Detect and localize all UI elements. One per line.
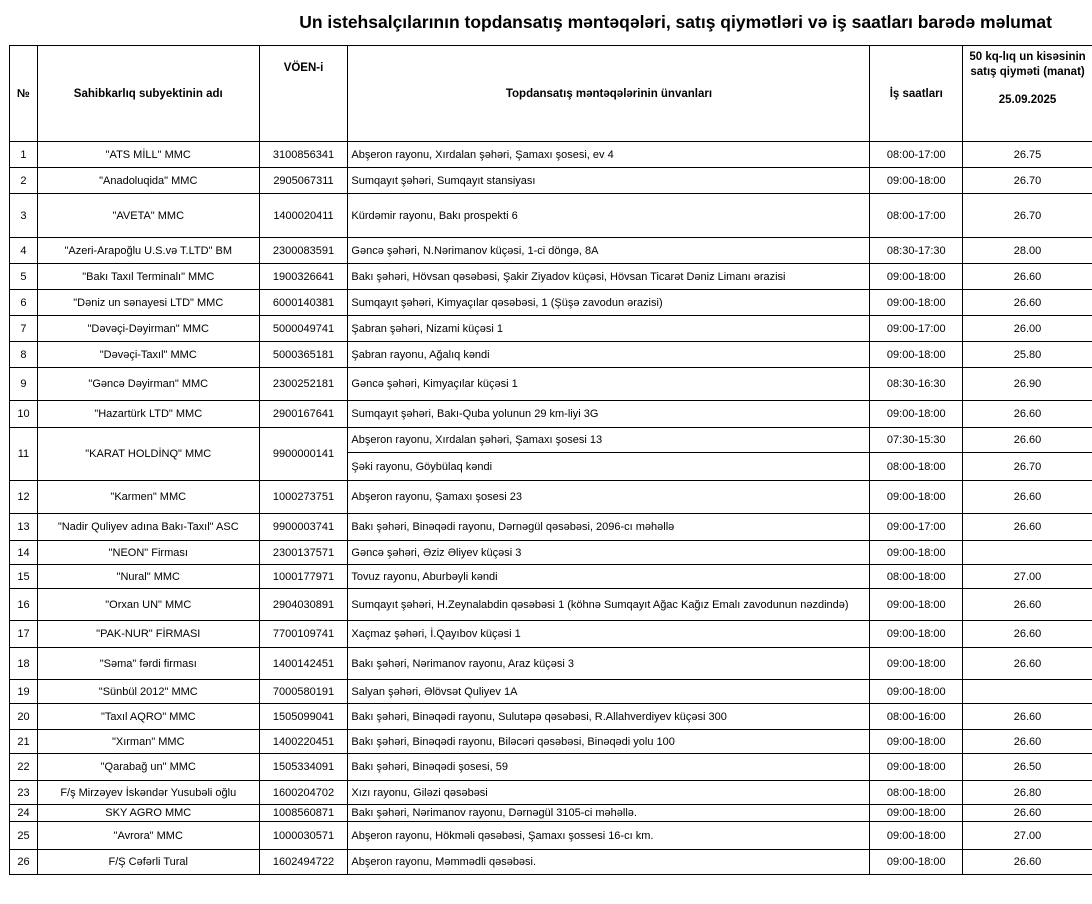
price-cell: 26.60: [963, 704, 1092, 730]
company-name: "Sünbül 2012" MMC: [37, 680, 259, 704]
hours-cell: 09:00-18:00: [870, 342, 963, 368]
voen-cell: 1505334091: [259, 754, 348, 781]
price-cell: 26.70: [963, 453, 1092, 481]
voen-cell: 1900326641: [259, 264, 348, 290]
row-number: 17: [10, 621, 38, 648]
price-cell: 26.75: [963, 142, 1092, 168]
price-cell: 26.60: [963, 428, 1092, 453]
table-row: [10, 142, 1092, 168]
voen-cell: 1400020411: [259, 194, 348, 238]
hours-cell: 09:00-18:00: [870, 648, 963, 680]
hours-cell: 09:00-18:00: [870, 541, 963, 565]
price-cell: 28.00: [963, 238, 1092, 264]
company-name: "Qarabağ un" MMC: [37, 754, 259, 781]
hours-cell: 09:00-17:00: [870, 316, 963, 342]
hours-cell: 09:00-18:00: [870, 822, 963, 850]
voen-cell: 1600204702: [259, 781, 348, 805]
price-cell: 26.60: [963, 401, 1092, 428]
voen-cell: 1008560871: [259, 805, 348, 822]
table-row: [10, 589, 1092, 621]
company-name: "Avrora" MMC: [37, 822, 259, 850]
row-number: 14: [10, 541, 38, 565]
row-number: 3: [10, 194, 38, 238]
company-name: "Anadoluqida" MMC: [37, 168, 259, 194]
address-cell: Bakı şəhəri, Binəqədi rayonu, Biləcəri qəsəbəsi, Binəqədi yolu 100: [348, 730, 870, 754]
address-cell: Abşeron rayonu, Məmmədli qəsəbəsi.: [348, 850, 870, 875]
voen-cell: 9900000141: [259, 428, 348, 481]
row-number: 6: [10, 290, 38, 316]
header-no: №: [10, 46, 38, 142]
row-number: 11: [10, 428, 38, 481]
price-cell: 27.00: [963, 565, 1092, 589]
hours-cell: 08:00-16:00: [870, 704, 963, 730]
voen-cell: 1400220451: [259, 730, 348, 754]
row-number: 24: [10, 805, 38, 822]
row-number: 12: [10, 481, 38, 514]
table-row: [10, 316, 1092, 342]
hours-cell: 08:00-18:00: [870, 453, 963, 481]
company-name: "Bakı Taxıl Terminalı" MMC: [37, 264, 259, 290]
price-cell: 26.60: [963, 589, 1092, 621]
voen-cell: 1000177971: [259, 565, 348, 589]
company-name: "Dəvəçi-Taxıl" MMC: [37, 342, 259, 368]
company-name: "Hazartürk LTD" MMC: [37, 401, 259, 428]
hours-cell: 08:00-18:00: [870, 781, 963, 805]
company-name: "Orxan UN" MMC: [37, 589, 259, 621]
table-row: [10, 648, 1092, 680]
voen-cell: 1000273751: [259, 481, 348, 514]
voen-cell: 7000580191: [259, 680, 348, 704]
table-row: [10, 541, 1092, 565]
company-name: "AVETA" MMC: [37, 194, 259, 238]
table-row: [10, 481, 1092, 514]
row-number: 19: [10, 680, 38, 704]
voen-cell: 1000030571: [259, 822, 348, 850]
row-number: 8: [10, 342, 38, 368]
price-cell: 26.80: [963, 781, 1092, 805]
address-cell: Şabran rayonu, Ağalıq kəndi: [348, 342, 870, 368]
voen-cell: 7700109741: [259, 621, 348, 648]
table-row: [10, 730, 1092, 754]
hours-cell: 09:00-18:00: [870, 264, 963, 290]
row-number: 25: [10, 822, 38, 850]
address-cell: Tovuz rayonu, Aburbəyli kəndi: [348, 565, 870, 589]
hours-cell: 09:00-18:00: [870, 680, 963, 704]
company-name: "Azeri-Arapoğlu U.S.və T.LTD" BM: [37, 238, 259, 264]
hours-cell: 09:00-18:00: [870, 805, 963, 822]
voen-cell: 3100856341: [259, 142, 348, 168]
address-cell: Bakı şəhəri, Binəqədi rayonu, Sulutəpə qəsəbəsi, R.Allahverdiyev küçəsi 300: [348, 704, 870, 730]
address-cell: Gəncə şəhəri, Əziz Əliyev küçəsi 3: [348, 541, 870, 565]
hours-cell: 09:00-18:00: [870, 168, 963, 194]
table-row: [10, 368, 1092, 401]
table-row: [10, 264, 1092, 290]
price-cell: 27.00: [963, 822, 1092, 850]
address-cell: Kürdəmir rayonu, Bakı prospekti 6: [348, 194, 870, 238]
header-row: [10, 46, 1092, 142]
table-row: [10, 168, 1092, 194]
company-name: "Nural" MMC: [37, 565, 259, 589]
address-cell: Sumqayıt şəhəri, Sumqayıt stansiyası: [348, 168, 870, 194]
voen-cell: 2905067311: [259, 168, 348, 194]
voen-cell: 2300137571: [259, 541, 348, 565]
header-address: Topdansatış məntəqələrinin ünvanları: [348, 46, 870, 142]
table-row: [10, 781, 1092, 805]
row-number: 4: [10, 238, 38, 264]
address-cell: Bakı şəhəri, Hövsan qəsəbəsi, Şakir Ziyadov küçəsi, Hövsan Ticarət Dəniz Limanı ərazisi: [348, 264, 870, 290]
voen-cell: 2300252181: [259, 368, 348, 401]
header-voen-label: VÖEN-i: [283, 62, 324, 74]
voen-cell: 9900003741: [259, 514, 348, 541]
company-name: "PAK-NUR" FİRMASI: [37, 621, 259, 648]
producers-table: [9, 45, 1092, 875]
row-number: 7: [10, 316, 38, 342]
address-cell: Sumqayıt şəhəri, Kimyaçılar qəsəbəsi, 1 (Şüşə zavodun ərazisi): [348, 290, 870, 316]
price-cell: 26.60: [963, 850, 1092, 875]
company-name: "ATS MİLL" MMC: [37, 142, 259, 168]
hours-cell: 09:00-18:00: [870, 850, 963, 875]
company-name: "KARAT HOLDİNQ" MMC: [37, 428, 259, 481]
company-name: "NEON" Firması: [37, 541, 259, 565]
row-number: 23: [10, 781, 38, 805]
table-row: [10, 754, 1092, 781]
row-number: 20: [10, 704, 38, 730]
hours-cell: 09:00-18:00: [870, 754, 963, 781]
address-cell: Gəncə şəhəri, Kimyaçılar küçəsi 1: [348, 368, 870, 401]
hours-cell: 09:00-17:00: [870, 514, 963, 541]
row-number: 22: [10, 754, 38, 781]
price-cell: 26.60: [963, 730, 1092, 754]
header-price-date: 25.09.2025: [998, 94, 1057, 106]
address-cell: Şəki rayonu, Göybülaq kəndi: [348, 453, 870, 481]
company-name: "Gəncə Dəyirman" MMC: [37, 368, 259, 401]
address-cell: Şabran şəhəri, Nizami küçəsi 1: [348, 316, 870, 342]
address-cell: Bakı şəhəri, Nərimanov rayonu, Araz küçəsi 3: [348, 648, 870, 680]
company-name: F/ş Mirzəyev İskəndər Yusubəli oğlu: [37, 781, 259, 805]
voen-cell: 1602494722: [259, 850, 348, 875]
company-name: "Taxıl AQRO" MMC: [37, 704, 259, 730]
hours-cell: 09:00-18:00: [870, 290, 963, 316]
table-row: [10, 428, 1092, 453]
price-cell: 26.90: [963, 368, 1092, 401]
hours-cell: 08:30-16:30: [870, 368, 963, 401]
address-cell: Abşeron rayonu, Xırdalan şəhəri, Şamaxı şosesi 13: [348, 428, 870, 453]
table-row: [10, 194, 1092, 238]
row-number: 13: [10, 514, 38, 541]
address-cell: Xızı rayonu, Giləzi qəsəbəsi: [348, 781, 870, 805]
voen-cell: 2904030891: [259, 589, 348, 621]
hours-cell: 07:30-15:30: [870, 428, 963, 453]
voen-cell: 6000140381: [259, 290, 348, 316]
price-cell: 26.50: [963, 754, 1092, 781]
price-cell: 26.60: [963, 805, 1092, 822]
table-row: [10, 238, 1092, 264]
company-name: "Dəniz un sənayesi LTD" MMC: [37, 290, 259, 316]
company-name: "Xırman" MMC: [37, 730, 259, 754]
row-number: 2: [10, 168, 38, 194]
table-row: [10, 565, 1092, 589]
price-cell: 26.70: [963, 168, 1092, 194]
table-row: [10, 514, 1092, 541]
price-cell: 26.00: [963, 316, 1092, 342]
table-row: [10, 621, 1092, 648]
header-name: Sahibkarlıq subyektinin adı: [37, 46, 259, 142]
table-row: [10, 704, 1092, 730]
hours-cell: 08:00-17:00: [870, 142, 963, 168]
row-number: 1: [10, 142, 38, 168]
company-name: "Karmen" MMC: [37, 481, 259, 514]
company-name: SKY AGRO MMC: [37, 805, 259, 822]
company-name: "Nadir Quliyev adına Bakı-Taxıl" ASC: [37, 514, 259, 541]
voen-cell: 2900167641: [259, 401, 348, 428]
address-cell: Bakı şəhəri, Binəqədi şosesi, 59: [348, 754, 870, 781]
voen-cell: 5000049741: [259, 316, 348, 342]
table-row: [10, 290, 1092, 316]
row-number: 18: [10, 648, 38, 680]
company-name: "Səma" fərdi firması: [37, 648, 259, 680]
address-cell: Sumqayıt şəhəri, Bakı-Quba yolunun 29 km-liyi 3G: [348, 401, 870, 428]
header-price: [963, 46, 1092, 142]
hours-cell: 09:00-18:00: [870, 589, 963, 621]
price-cell: 26.60: [963, 648, 1092, 680]
row-number: 15: [10, 565, 38, 589]
price-cell: 26.60: [963, 621, 1092, 648]
address-cell: Sumqayıt şəhəri, H.Zeynalabdin qəsəbəsi 1 (köhnə Sumqayıt Ağac Kağız Emalı zavodunun nəzdində): [348, 589, 870, 621]
address-cell: Gəncə şəhəri, N.Nərimanov küçəsi, 1-ci döngə, 8A: [348, 238, 870, 264]
hours-cell: 09:00-18:00: [870, 481, 963, 514]
price-cell: 25.80: [963, 342, 1092, 368]
hours-cell: 08:00-17:00: [870, 194, 963, 238]
hours-cell: 09:00-18:00: [870, 730, 963, 754]
header-hours: İş saatları: [870, 46, 963, 142]
address-cell: Bakı şəhəri, Binəqədi rayonu, Dərnəgül qəsəbəsi, 2096-cı məhəllə: [348, 514, 870, 541]
row-number: 9: [10, 368, 38, 401]
price-cell: [963, 680, 1092, 704]
price-cell: 26.60: [963, 264, 1092, 290]
table-row: [10, 401, 1092, 428]
row-number: 16: [10, 589, 38, 621]
voen-cell: 2300083591: [259, 238, 348, 264]
voen-cell: 1400142451: [259, 648, 348, 680]
table-row: [10, 805, 1092, 822]
table-body: [10, 142, 1092, 875]
company-name: "Dəvəçi-Dəyirman" MMC: [37, 316, 259, 342]
row-number: 26: [10, 850, 38, 875]
voen-cell: 1505099041: [259, 704, 348, 730]
price-cell: 26.60: [963, 514, 1092, 541]
voen-cell: 5000365181: [259, 342, 348, 368]
price-cell: 26.70: [963, 194, 1092, 238]
table-row: [10, 822, 1092, 850]
price-cell: 26.60: [963, 290, 1092, 316]
address-cell: Xaçmaz şəhəri, İ.Qayıbov küçəsi 1: [348, 621, 870, 648]
header-voen: [259, 46, 348, 142]
row-number: 10: [10, 401, 38, 428]
address-cell: Bakı şəhəri, Nərimanov rayonu, Dərnəgül 3105-ci məhəllə.: [348, 805, 870, 822]
row-number: 21: [10, 730, 38, 754]
hours-cell: 09:00-18:00: [870, 401, 963, 428]
price-cell: 26.60: [963, 481, 1092, 514]
header-price-label: 50 kq-lıq un kisəsinin satış qiyməti (manat): [969, 51, 1086, 78]
page-title: Un istehsalçılarının topdansatış məntəqələri, satış qiymətləri və iş saatları barədə məlumat: [299, 12, 1052, 32]
address-cell: Abşeron rayonu, Şamaxı şosesi 23: [348, 481, 870, 514]
address-cell: Salyan şəhəri, Əlövsət Quliyev 1A: [348, 680, 870, 704]
address-cell: Abşeron rayonu, Hökməli qəsəbəsi, Şamaxı şossesi 16-cı km.: [348, 822, 870, 850]
hours-cell: 08:00-18:00: [870, 565, 963, 589]
row-number: 5: [10, 264, 38, 290]
price-cell: [963, 541, 1092, 565]
table-row: [10, 680, 1092, 704]
table-row: [10, 342, 1092, 368]
table-row: [10, 850, 1092, 875]
hours-cell: 08:30-17:30: [870, 238, 963, 264]
hours-cell: 09:00-18:00: [870, 621, 963, 648]
company-name: F/Ş Cəfərli Tural: [37, 850, 259, 875]
address-cell: Abşeron rayonu, Xırdalan şəhəri, Şamaxı şosesi, ev 4: [348, 142, 870, 168]
